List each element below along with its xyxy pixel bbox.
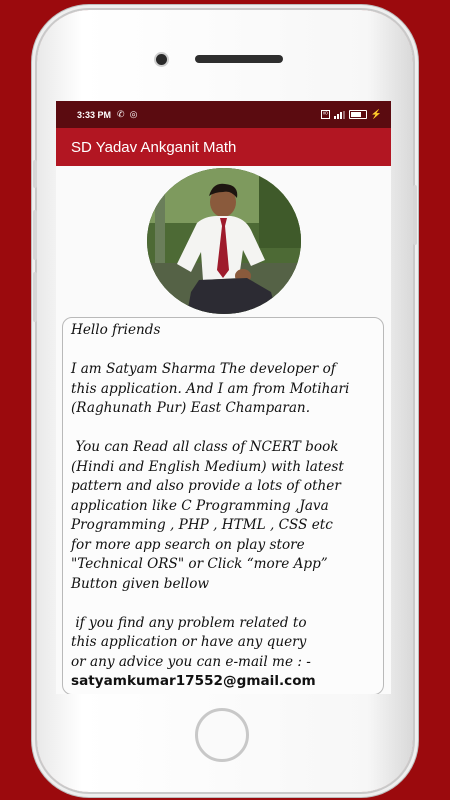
status-right-icons: [321, 109, 382, 120]
home-button[interactable]: [195, 708, 249, 762]
volume-up-button: [33, 210, 37, 260]
about-text: Hello friends I am Satyam Sharma The developer of this application. And I am from Motihari (Raghunath Pur) East Champaran. You can Read all class of NCERT book (Hindi and English Medium) with latest pattern and also provide a lots of other application like C Programming ,Java Programming , PHP , HTML , CSS etc for more app search on play store "Technical ORS" or Click “more App” Button given bellow if you find any problem related to this application or have any query or any advice you can e-mail me : -: [71, 322, 350, 670]
notification-icon: ◎: [129, 109, 138, 119]
phone-screen: [56, 101, 391, 694]
charging-icon: ⚡: [370, 109, 382, 119]
about-developer-card: [62, 317, 384, 694]
status-bar: [56, 101, 391, 128]
earpiece-speaker: [195, 55, 283, 63]
whatsapp-icon: ✆: [117, 109, 125, 119]
mute-switch: [33, 160, 37, 188]
status-time: 3:33 PM: [77, 109, 112, 120]
volte-icon: ᵛᵒ: [322, 111, 328, 118]
power-button: [413, 185, 417, 245]
app-toolbar: [56, 128, 391, 166]
main-content: [56, 166, 391, 694]
app-title: SD Yadav Ankganit Math: [71, 138, 237, 156]
battery-icon: [349, 110, 367, 119]
front-camera: [156, 54, 167, 65]
developer-photo: [147, 168, 301, 314]
developer-photo-illustration: [147, 168, 301, 314]
developer-email[interactable]: satyamkumar17552@gmail.com: [71, 673, 316, 689]
volume-down-button: [33, 272, 37, 322]
signal-icon: [334, 111, 345, 119]
